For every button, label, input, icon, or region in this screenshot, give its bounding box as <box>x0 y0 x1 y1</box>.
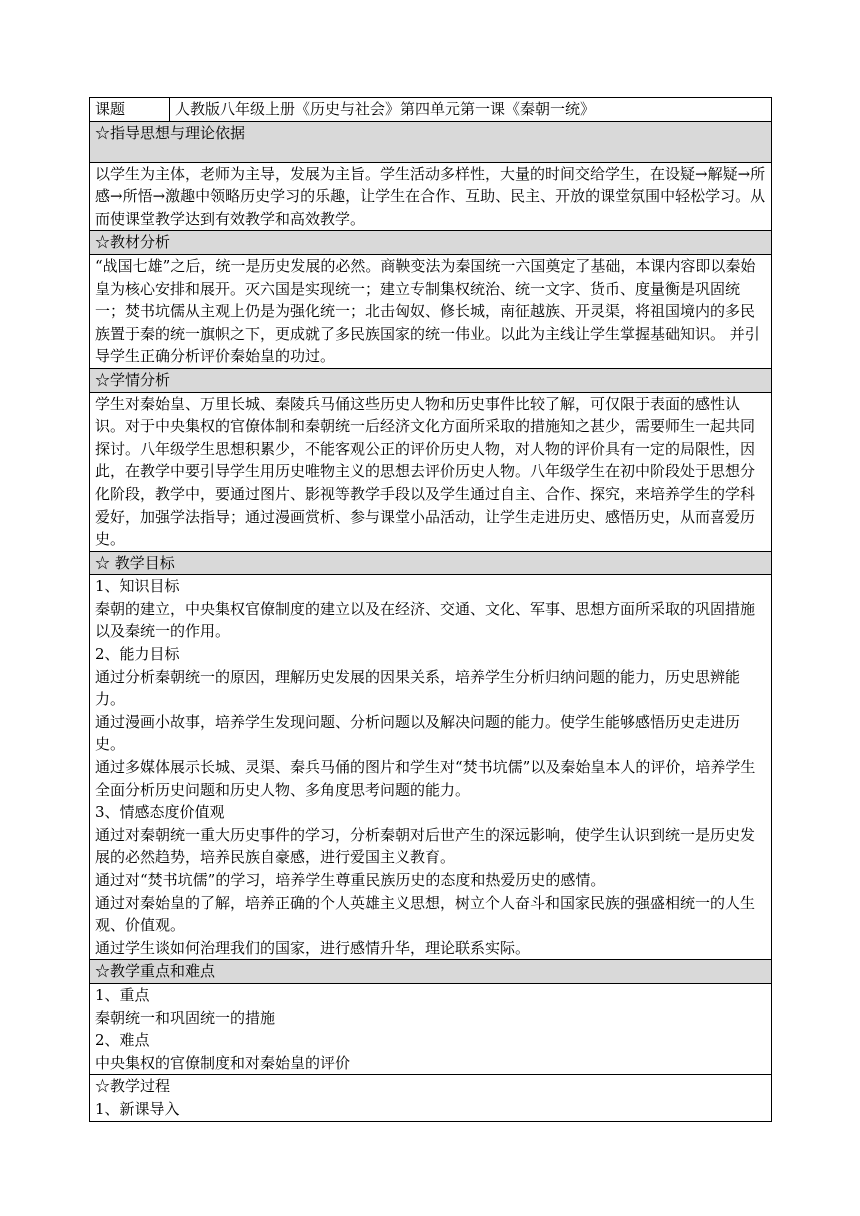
section-heading-guiding: ☆指导思想与理论依据 <box>90 121 772 162</box>
section-body-keypoints <box>90 983 772 1074</box>
paragraph: 中央集权的官僚制度和对秦始皇的评价 <box>95 1053 351 1072</box>
paragraph: 秦朝统一和巩固统一的措施 <box>95 1008 276 1027</box>
section-heading-process: ☆教学过程 <box>95 1077 171 1096</box>
paragraph: 学生对秦始皇、万里长城、秦陵兵马俑这些历史人物和历史事件比较了解，可仅限于表面的感性认识。对于中央集权的官僚体制和秦朝统一后经济文化方面所采取的措施知之甚少，需要师生一起共同探讨。八年级学生思想积累少，不能客观公正的评价历史人物，对人物的评价具有一定的局限性，因此，在教学中要引导学生用历史唯物主义的思想去评价历史人物。八年级学生在初中阶段处于思想分化阶段，教学中，要通过图片、影视等教学手段以及学生通过自主、合作、探究，来培养学生的学科爱好，加强学法指导；通过漫画赏析、参与课堂小品活动，让学生走进历史、感悟历史，从而喜爱历史。 <box>95 394 756 549</box>
paragraph: 1、重点 <box>95 985 150 1004</box>
section-heading-row <box>90 121 772 162</box>
topic-row <box>90 98 772 122</box>
section-body-textbook <box>90 254 772 368</box>
paragraph: 3、情感态度价值观 <box>95 803 225 822</box>
section-body-students <box>90 392 772 551</box>
paragraph: 通过分析秦朝统一的原因，理解历史发展的因果关系，培养学生分析归纳问题的能力，历史思辨能力。 <box>95 667 741 709</box>
section-heading-row <box>90 960 772 984</box>
paragraph: 1、知识目标 <box>95 577 180 596</box>
section-body-row <box>90 392 772 551</box>
topic-title: 人教版八年级上册《历史与社会》第四单元第一课《秦朝一统》 <box>170 98 772 122</box>
paragraph: 通过多媒体展示长城、灵渠、秦兵马俑的图片和学生对“焚书坑儒”以及秦始皇本人的评价，培养学生全面分析历史问题和历史人物、多角度思考问题的能力。 <box>95 758 756 799</box>
section-body-row <box>90 162 772 231</box>
lesson-plan-sheet <box>89 97 772 1122</box>
paragraph: 通过学生谈如何治理我们的国家，进行感情升华，理论联系实际。 <box>95 938 531 957</box>
section-body-guiding <box>90 162 772 231</box>
section-body-row <box>90 575 772 960</box>
paragraph: 1、新课导入 <box>95 1099 180 1118</box>
lesson-plan-table <box>89 97 772 1122</box>
paragraph: 通过漫画小故事，培养学生发现问题、分析问题以及解决问题的能力。使学生能够感悟历史走进历史。 <box>95 712 741 754</box>
section-heading-objectives: ☆ 教学目标 <box>90 551 772 575</box>
paragraph: 秦朝的建立，中央集权官僚制度的建立以及在经济、交通、文化、军事、思想方面所采取的巩固措施以及秦统一的作用。 <box>95 599 756 641</box>
section-body-row <box>90 983 772 1074</box>
paragraph: 通过对秦始皇的了解，培养正确的个人英雄主义思想，树立个人奋斗和国家民族的强盛相统一的人生观、价值观。 <box>95 893 756 935</box>
paragraph: 2、难点 <box>95 1031 150 1050</box>
paragraph: 以学生为主体，老师为主导，发展为主旨。学生活动多样性，大量的时间交给学生，在设疑→解疑→所感→所悟→激趣中领略历史学习的乐趣，让学生在合作、互助、民主、开放的课堂氛围中轻松学习。从而使课堂教学达到有效教学和高效教学。 <box>95 164 766 228</box>
section-heading-row <box>90 551 772 575</box>
paragraph: “战国七雄”之后，统一是历史发展的必然。商鞅变法为秦国统一六国奠定了基础，本课内容即以秦始皇为核心安排和展开。灭六国是实现统一；建立专制集权统治、统一文字、货币、度量衡是巩固统一；焚书坑儒从主观上仍是为强化统一；北击匈奴、修长城，南征越族、开灵渠，将祖国境内的多民族置于秦的统一旗帜之下，更成就了多民族国家的统一伟业。以此为主线让学生掌握基础知识。 并引导学生正确分析评价秦始皇的功过。 <box>95 256 760 366</box>
topic-label: 课题 <box>90 98 170 122</box>
section-body-row <box>90 254 772 368</box>
section-heading-row <box>90 368 772 392</box>
paragraph: 通过对秦朝统一重大历史事件的学习，分析秦朝对后世产生的深远影响，使学生认识到统一是历史发展的必然趋势，培养民族自豪感，进行爱国主义教育。 <box>95 825 756 867</box>
paragraph: 通过对“焚书坑儒”的学习，培养学生尊重民族历史的态度和热爱历史的感情。 <box>95 871 606 889</box>
section-row-process <box>90 1075 772 1121</box>
section-process <box>90 1075 772 1121</box>
section-heading-row <box>90 231 772 255</box>
paragraph: 2、能力目标 <box>95 645 180 664</box>
section-heading-students: ☆学情分析 <box>90 368 772 392</box>
section-heading-textbook: ☆教材分析 <box>90 231 772 255</box>
section-heading-keypoints: ☆教学重点和难点 <box>90 960 772 984</box>
section-body-objectives <box>90 575 772 960</box>
